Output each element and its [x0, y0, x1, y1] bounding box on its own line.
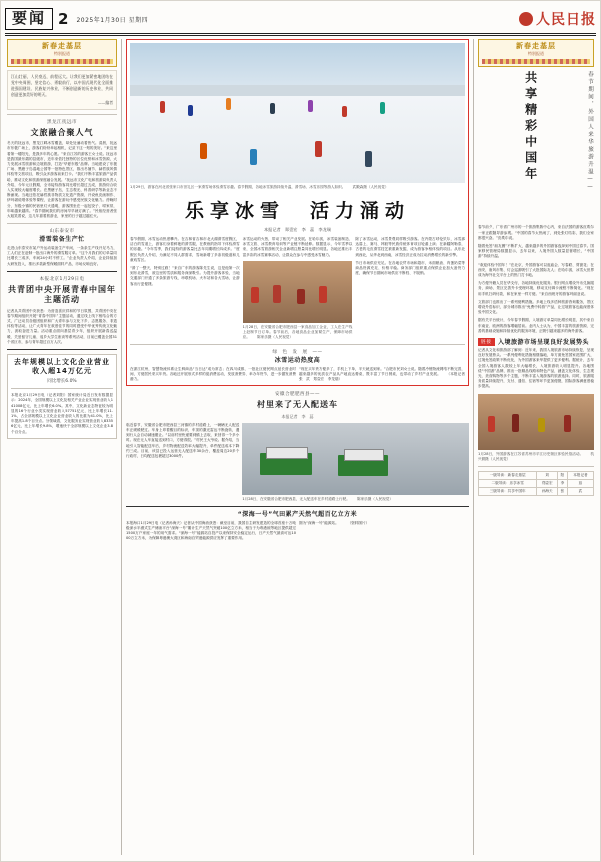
story1-dateline: 黑龙江抚远市: [47, 119, 77, 125]
column-rule-2: [473, 39, 474, 855]
table-cell: 武: [567, 487, 593, 495]
vertical-headline: 共享精彩中国年: [523, 71, 538, 184]
photo-snow: [130, 96, 465, 183]
table-row: [479, 471, 594, 479]
right-body-3: “欢迎体验中国年！”在北京，外国游客可以逛庙会、写春联、剪窗花；在西安，唐风市集、灯会巡游吸引了大批国际友人；在哈尔滨，冰雪大世界成为海外社交平台上的热门打卡地。: [478, 262, 594, 278]
ornament-strip: [11, 59, 113, 64]
feature-body-columns: [130, 237, 465, 340]
feature-col1-text: 春节假期，冰雪运动热度攀升。在吉林省吉林市北大湖滑雪度假区，洁白的雪道上，游客们身着鲜艳的滑雪服，在教练的指导下体验滑雪的乐趣。“今年雪季，我们接待的游客量比去年同期增长四成多。”度假区负责人介绍，为满足不同人群需求，雪场新增了多条初级道和儿童戏雪区。: [130, 237, 240, 262]
paper-name: 人民日报: [536, 12, 596, 28]
story1-tail-body: 走进山东泰安市某户外运动装备生产车间，一条条生产线开足马力，工人们正在赶制一批出口海外的滑雪服订单。“这个月我们的订单量同比增长三成多，车间24小时不停工。”企业负责人介绍，企业持续加大研发投入，推出多款新型保暖面料产品，市场反响良好。: [7, 246, 117, 266]
gas-columns: [126, 521, 469, 542]
right-body-4: 为方便外籍人员在华支付，各地持续优化服务。银行网点增设外币兑换服务，商场、景区完善外卡受理环境，移动支付绑卡流程不断简化。“现在用手机扫码付款，和在家里一样方便。”来自西班牙的游客玛丽亚说。: [478, 281, 594, 296]
stat-box: [7, 354, 117, 439]
event-body: 记者从共青团中央获悉：为营造喜庆祥和的节日氛围，共青团中央在春节期间组织开展“青春中国年”主题活动，通过线上线下相结合的方式，广泛动员各级团组织和广大青年参与文化下乡、志愿服务、非遗体验等活动，让广大青年在欢度佳节的同时感受中华优秀传统文化魅力，汲取奋进力量。活动重点面向基层青少年，组织开展新春送温暖、关爱留守儿童、返乡大学生座谈等系列活动，目前已覆盖全国31个省区市，参与青年超过百万人次。: [7, 308, 117, 344]
header-rule-2: [5, 35, 596, 36]
feature-col6-text: “现在买年货方便多了，手机上下单，半天就送到家。”合肥市民刘女士说。随着冷链物流网络不断完善，越来越多的优质农产品从产地直达餐桌，既丰富了节日餐桌，也带动了乡村产业发展。 （本报记者 张 武 郑壹宏 李龙瑞）: [299, 366, 469, 382]
editor-quote: [7, 70, 117, 109]
feature-col3-text: 除了冰雪运动，冰雪景观同样吸引游客。在内蒙古呼伦贝尔，冰雪那达慕上，赛马、摔跤等民族传统体育项目轮番上演；在新疆阿勒泰，古老的毛皮滑雪技艺被重新发掘，成为游客争相体验的项目。从东北到西北，从华北到西南，冰雪经济正成为拉动消费增长的新引擎。: [355, 237, 466, 257]
feature-col1b-text: “滑了一整天，特别过瘾！”来自广东的游客陈先生说，这是他第一次到东北滑雪，被这里的雪质和服务深深吸引。为提升游客体验，当地交通部门开通了多条旅游专线，串联机场、火车站和各大雪场，让游客出行更便捷。: [130, 266, 240, 286]
table-cell: 李: [558, 479, 568, 487]
page-number: 2: [58, 10, 69, 28]
delivery-byline: 本报记者 李 蕊: [281, 413, 314, 419]
ornament-banner-left: [7, 39, 117, 67]
feature-sub-columns: [130, 366, 469, 383]
table-cell: 三版导读：共享中国年: [479, 487, 537, 495]
gas-divider: [126, 506, 469, 507]
delivery-photo-caption: 1月28日，在安徽省合肥市肥西县，无人配送车在乡村道路上行驶。 陈家乐摄（人民视觉）: [242, 496, 393, 501]
column-layout: [7, 39, 594, 855]
divider-5: [11, 388, 113, 389]
paper-logo: [519, 9, 596, 29]
vertical-kicker: 春节期间，外国人来华旅游升温——: [587, 71, 593, 193]
right-body-1: 春节前夕，广东省广州市的一个旅游集散中心内，来自法国的游客皮埃尔一家正跟随导游参观。“中国的春节太热闹了，到处张灯结彩，我们全家都很兴奋。”皮埃尔说。: [478, 225, 594, 240]
right-photo: [478, 394, 594, 450]
ornament-subtitle: 特别报道: [54, 51, 70, 57]
ornament-strip-right: [482, 59, 590, 64]
feature-divider: [130, 344, 465, 345]
delivery-title: 村里来了无人配送车: [257, 400, 338, 410]
feature-sub-kicker: 绿 色 发 展 ——: [272, 349, 323, 355]
link-badge: 链接: [478, 338, 495, 346]
editor-quote-sign: ——编者: [97, 99, 113, 105]
event-title: 共青团中央开展青春中国年主题活动: [8, 284, 116, 305]
delivery-dateline: 安徽合肥肥西县——: [275, 392, 320, 398]
feature-col-2: [243, 237, 353, 340]
section-name: 要闻: [5, 8, 53, 30]
feature-col4-text: 节日市场供应充足。在各地农贸市场和超市，米面粮油、肉蛋奶菜等商品货源充足、价格平稳。商务部门组织重点保供企业加大备货力度，确保节日期间市场供应不断档、不脱销。: [355, 260, 466, 276]
table-cell: 刘: [537, 471, 558, 479]
vertical-headline-block: [478, 71, 594, 221]
delivery-photo: [242, 423, 469, 495]
event-dateline: 本报北京1月29日电: [39, 276, 85, 282]
table-row: [479, 479, 594, 487]
stat-subtitle: 同比增长6.0%: [47, 379, 77, 385]
delivery-story: [126, 391, 469, 501]
right-photo-bg: [478, 394, 594, 450]
feature-photo2-caption: 1月28日，在安徽省合肥市肥西县一家食品加工企业，工人在生产线上赶制节日订单。春节前后，各地食品企业加紧生产，保障市场供应。 陈家乐摄（人民视觉）: [242, 324, 353, 339]
feature-byline: 本报记者 郑壹宏 李 蕊 李龙瑞: [263, 227, 331, 233]
table-cell: 本报记者: [567, 471, 593, 479]
right-column: [478, 39, 594, 855]
feature-photo-ski: [130, 43, 465, 183]
right-divider: [478, 466, 594, 467]
feature-package: [126, 39, 469, 386]
header-rule: [5, 33, 596, 34]
feature-col2-text: 冰雪运动的火热，带动了相关产业发展。在哈尔滨，冰雪装备制造、冰雪文旅、冰雪教育培训等产业链不断延伸。数据显示，今年雪季以来，全国冰雪旅游相关企业新增注册量同比增长明显。各地还推出丰富多彩的冰雪赛事活动，让群众在参与中感受冰雪魅力。: [242, 237, 353, 257]
index-table: [478, 471, 594, 496]
ornament-title-right: 新春走基层: [516, 42, 556, 50]
divider-3: [7, 271, 117, 272]
table-cell: 阳: [558, 471, 568, 479]
table-cell: 张: [558, 487, 568, 495]
stat-title: 去年规模以上文化企业营业收入超14万亿元: [14, 358, 110, 376]
gas-body: 本报海口1月29日电（记者孙海天）记者从中国海油获悉：截至目前，我国自主研发建造的全球首座十万吨级深水半潜式生产储油平台“深海一号”累计生产天然气突破100亿立方米，相当于为粤港琼等地区提供超过1500万户家庭一年的用气需求。“深海一号”能源站自投产以来保持安全稳定运行，日产天然气最高可达1000万立方米，为保障粤港澳大湾区和海南自贸港能源供应发挥了重要作用。: [126, 520, 296, 541]
stat-body: 本报北京1月29日电（记者刘阳）国家统计局近日发布数据显示：2024年，全国规模以上文化及相关产业企业实现营业收入141008亿元，比上年增长6.0%。其中，文化新业态特征较为明显的16个行业小类实现营业收入57751亿元，比上年增长11.1%，占全部规模以上文化企业营业收入的比重为41.0%，比上年提高1.8个百分点。分领域看，文化服务业实现营业收入83356亿元，比上年增长9.8%，增速快于全部规模以上文化企业3.8个百分点。: [11, 393, 113, 434]
table-cell: 一版导读：新春走基层: [479, 471, 537, 479]
editor-quote-text: 江山壮丽，人民豪迈，前程远大。让我们更加紧密地团结在党中央周围，坚定信心、勇毅前行，以中国式现代化全面推进强国建设、民族复兴伟业，不断创造新的历史伟业，共同创造更加美好的明天。: [11, 74, 113, 98]
logo-circle-icon: [519, 12, 533, 26]
right-photo-caption: 1月28日，外国游客在江苏省苏州市平江历史街区体验民俗活动。 杭兴微摄（人民视觉）: [478, 451, 594, 461]
feature-sub-title: 冰雪运动热度高: [274, 356, 321, 364]
right-body-6: 据有关平台统计，今年春节假期，入境游订单量同比增长明显，其中来自东南亚、欧洲的游客增幅居前。业内人士认为，中国丰富的旅游资源、完善的基础设施和持续优化的服务环境，正吸引越来越多的海外游客。: [478, 318, 594, 333]
delivery-columns: [126, 423, 469, 502]
ornament-banner-right: [478, 39, 594, 67]
gas-caption: 图为“深海一号”能源站。 （资料图片）: [299, 520, 370, 525]
ornament-title: 新春走基层: [42, 42, 82, 50]
link-header: [478, 337, 594, 346]
story1-title: 文旅融合聚人气: [30, 127, 94, 137]
ornament-subtitle-right: 特别报道: [528, 51, 544, 57]
link-body: 记者从文化和旅游部了解到：近年来，我国入境旅游市场持续恢复，呈现良好发展势头。一系列便利化措施相继落地，单方面免签国家范围扩大，过境免签政策不断优化，为外国游客来华提供了更多便利。据统计，去年全国入境游客人数较上年大幅增长，入境旅游收入明显提升。各地围绕“中国游”品牌，推出一批精品线路和特色产品，涵盖文化体验、生态观光、美食购物等多个主题，不断丰富入境游客的旅游选择。同时，旅游服务质量持续提升，支付、通信、住宿等环节更加便捷，国际游客满意度稳步提高。: [478, 348, 594, 389]
left-column: [7, 39, 117, 855]
story1-tail-title: 滑雪装备生产忙: [39, 236, 85, 244]
feature-col5-text: 在浙江杭州，智慧物流体系让生鲜商品“当日达”成为常态；在四川成都，一批社区便民网点延长营业时间，方便居民采买年货。各地还开展形式多样的促消费活动，发放消费券、举办年货节，进一步激发消费潜力。: [130, 366, 296, 382]
table-cell: 孙海天: [537, 487, 558, 495]
column-rule-1: [121, 39, 122, 855]
right-body-2: 随着免签“朋友圈”不断扩大，越来越多的外国游客选择到中国过春节。国家移民管理局数据显示，去年以来，入境外国人数量显著增长，“中国游”持续升温。: [478, 244, 594, 259]
table-cell: 二版导读：乐享冰雪: [479, 479, 537, 487]
link-title: 入境旅游市场呈现良好发展势头: [498, 339, 590, 347]
story1-tail-dateline: 山东泰安市: [49, 229, 75, 235]
divider: [7, 114, 117, 115]
table-row: [479, 487, 594, 495]
right-body-5: 文旅部门也推出了一系列便利措施。多地上线多语种旅游咨询服务，景区增设外语标识，部分城市推出“免费中转游”产品，让过境旅客也能深度体验中国文化。: [478, 299, 594, 315]
feature-col-1: [130, 237, 240, 340]
publication-date: 2025年1月30日 星期四: [76, 16, 149, 24]
delivery-photo-wrap: [242, 423, 469, 502]
divider-4: [7, 349, 117, 350]
feature-headline: 乐享冰雪 活力涌动: [184, 200, 410, 223]
gas-story: [126, 506, 469, 542]
feature-col-3: [355, 237, 465, 340]
feature-photo-factory: [243, 261, 353, 323]
story1-body: 冬天的抚远市，黑龙江畔冰雪覆盖，却处处涌动着热气。清晨，抚远市东极广场上，游客们纷纷举起相机，记录下这一刻的美好。“来这里看第一缕阳光，是我多年的心愿。”来自江苏的游客王女士说。抚远市是我国最东端的县级市，近年来依托独特的区位优势和冰雪资源，大力发展冰雪旅游和边境旅游，打造“华夏东极”品牌。当地建设了东极广场、黑瞎子岛湿地公园等一批特色景区，推出冬捕节、赫哲族风情体验等文旅项目，吸引众多游客前来打卡。“我们不断丰富旅游产品供给，推动文化和旅游深度融合发展。”抚远市文化广电和旅游局负责人介绍，今年元旦假期，全市接待游客同比增长超过五成，旅游综合收入实现较大幅度增长。在黑瞎子岛，生态观光、科普研学等新业态不断涌现。当地还依托赫哲族非物质文化遗产资源，开设鱼皮画制作、伊玛堪说唱体验等课程，让游客在游玩中感受民族文化魅力。傍晚时分，东极小镇的民宿里灯火通明，游客围坐在一起包饺子、唠家常，年味越来越浓。“春节期间我们的房间早早就订满了。”民宿经营者张大姐笑着说，这几年靠着旅游业，家里的日子越过越红火。: [7, 141, 117, 218]
delivery-body: 临近春节，安徽省合肥市肥西县三河镇的乡村道路上，一辆辆无人配送车正缓缓驶过。车身上印着醒目的标识，车顶的激光雷达不断旋转，遇到行人会自动减速避让。“以前村里快递要到镇上去取，来回得一个多小时。现在无人车直接送到村口，方便得很。”村民王大爷说。据介绍，当地引入智能配送车后，乡村物流配送效率大幅提升，单件配送成本下降约三成。目前，该县已投入运营无人配送车30余台，覆盖周边20多个行政村，日均配送包裹超过3000件。: [126, 422, 240, 458]
feature-photo-caption: 1月29日，游客在河北省张家口市崇礼区一家滑雪场体验滑雪乐趣。春节假期，各地冰雪旅游持续升温，滑雪场、冰雪乐园等游人如织。 武殿森摄（人民视觉）: [130, 185, 389, 189]
table-cell: 郑壹宏: [537, 479, 558, 487]
table-cell: 蕊: [567, 479, 593, 487]
center-column: [126, 39, 469, 855]
gas-title: “深海一号”气田累产天然气超百亿立方米: [237, 510, 358, 518]
divider-2: [7, 223, 117, 224]
masthead: [5, 5, 596, 33]
